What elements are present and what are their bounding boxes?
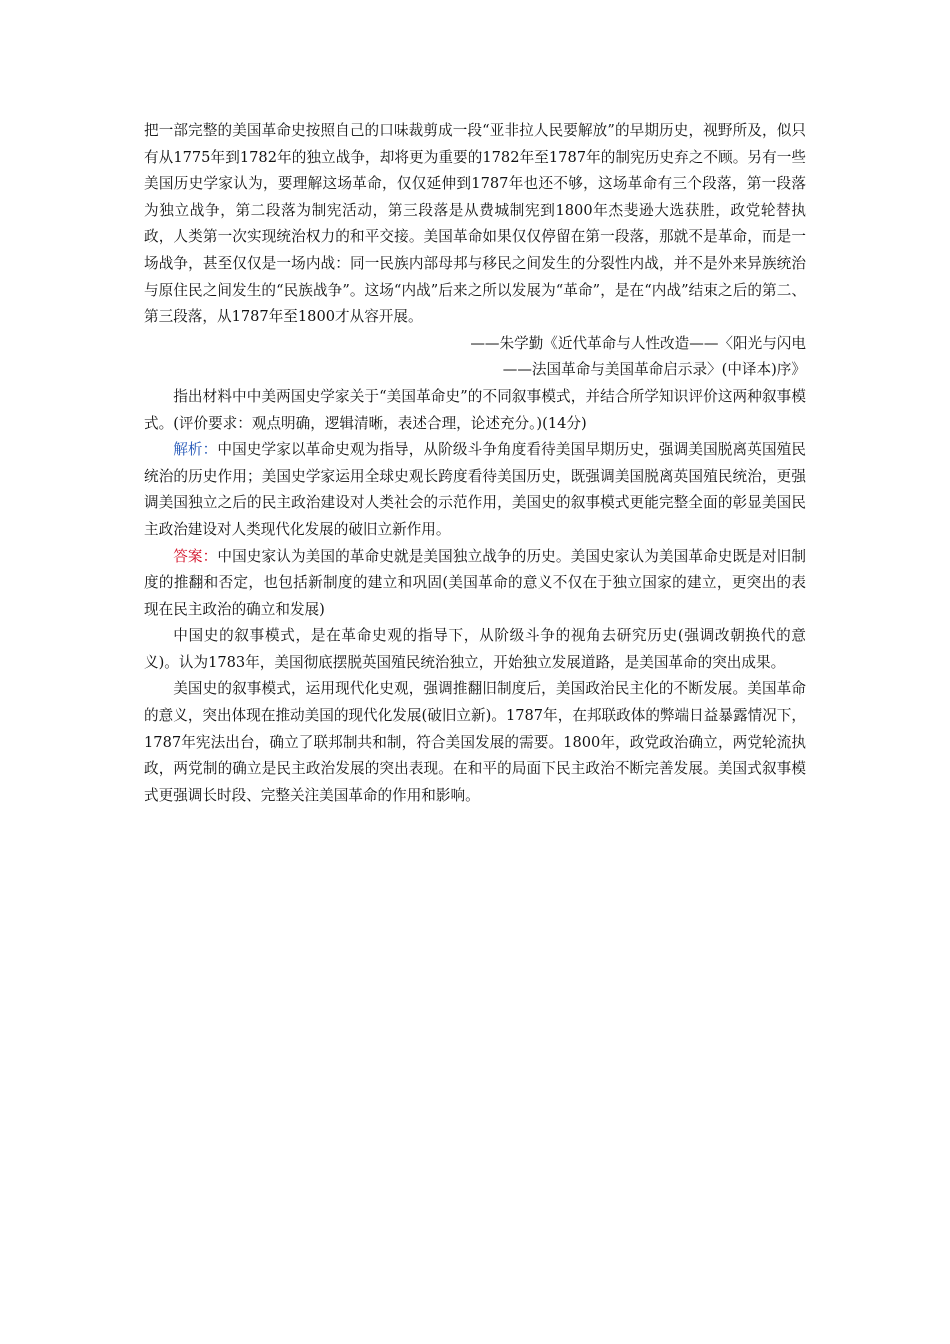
analysis-text: 中国史学家以革命史观为指导，从阶级斗争角度看待美国早期历史，强调美国脱离英国殖民统治的历史作用；美国史学家运用全球史观长跨度看待美国历史，既强调美国脱离英国殖民统治，更强调美国独立之后的民主政治建设对人类社会的示范作用，美国史的叙事模式更能完整全面的彰显美国民主政治建设对人类现代化发展的破旧立新作用。 xyxy=(144,441,806,538)
material-paragraph: 把一部完整的美国革命史按照自己的口味裁剪成一段“亚非拉人民要解放”的早期历史，视野所及，似只有从1775年到1782年的独立战争，却将更为重要的1782年至1787年的制宪历史弃之不顾。另有一些美国历史学家认为，要理解这场革命，仅仅延伸到1787年也还不够，这场革命有三个段落，第一段落为独立战争，第二段落为制宪活动，第三段落是从费城制宪到1800年杰斐逊大选获胜，政党轮替执政，人类第一次实现统治权力的和平交接。美国革命如果仅仅停留在第一段落，那就不是革命，而是一场战争，甚至仅仅是一场内战：同一民族内部母邦与移民之间发生的分裂性内战，并不是外来异族统治与原住民之间发生的“民族战争”。这场“内战”后来之所以发展为“革命”，是在“内战”结束之后的第二、第三段落，从1787年至1800才从容开展。 xyxy=(144,122,806,326)
source-citation-line2: ——法国革命与美国革命启示录〉(中译本)序》 xyxy=(502,361,806,379)
document-body xyxy=(144,118,806,809)
answer-paragraph xyxy=(144,544,806,624)
answer-paragraph-2: 中国史的叙事模式，是在革命史观的指导下，从阶级斗争的视角去研究历史(强调改朝换代的意义)。认为1783年，美国彻底摆脱英国殖民统治独立，开始独立发展道路，是美国革命的突出成果。 xyxy=(144,627,806,671)
answer-text: 中国史家认为美国的革命史就是美国独立战争的历史。美国史家认为美国革命史既是对旧制度的推翻和否定，也包括新制度的建立和巩固(美国革命的意义不仅在于独立国家的建立，更突出的表现在民主政治的确立和发展) xyxy=(144,547,806,618)
question-paragraph: 指出材料中中美两国史学家关于“美国革命史”的不同叙事模式，并结合所学知识评价这两种叙事模式。(评价要求：观点明确，逻辑清晰，表述合理，论述充分。)(14分) xyxy=(144,387,806,432)
analysis-paragraph xyxy=(144,437,806,543)
answer-paragraph-3: 美国史的叙事模式，运用现代化史观，强调推翻旧制度后，美国政治民主化的不断发展。美国革命的意义，突出体现在推动美国的现代化发展(破旧立新)。1787年，在邦联政体的弊端日益暴露情况下，1787年宪法出台，确立了联邦制共和制，符合美国发展的需要。1800年，政党政治确立，两党轮流执政，两党制的确立是民主政治发展的突出表现。在和平的局面下民主政治不断完善发展。美国式叙事模式更强调长时段、完整关注美国革命的作用和影响。 xyxy=(144,680,806,804)
analysis-label: 解析： xyxy=(173,441,218,459)
source-citation-line1: ——朱学勤《近代革命与人性改造——〈阳光与闪电 xyxy=(470,334,806,352)
answer-label: 答案： xyxy=(173,547,218,565)
